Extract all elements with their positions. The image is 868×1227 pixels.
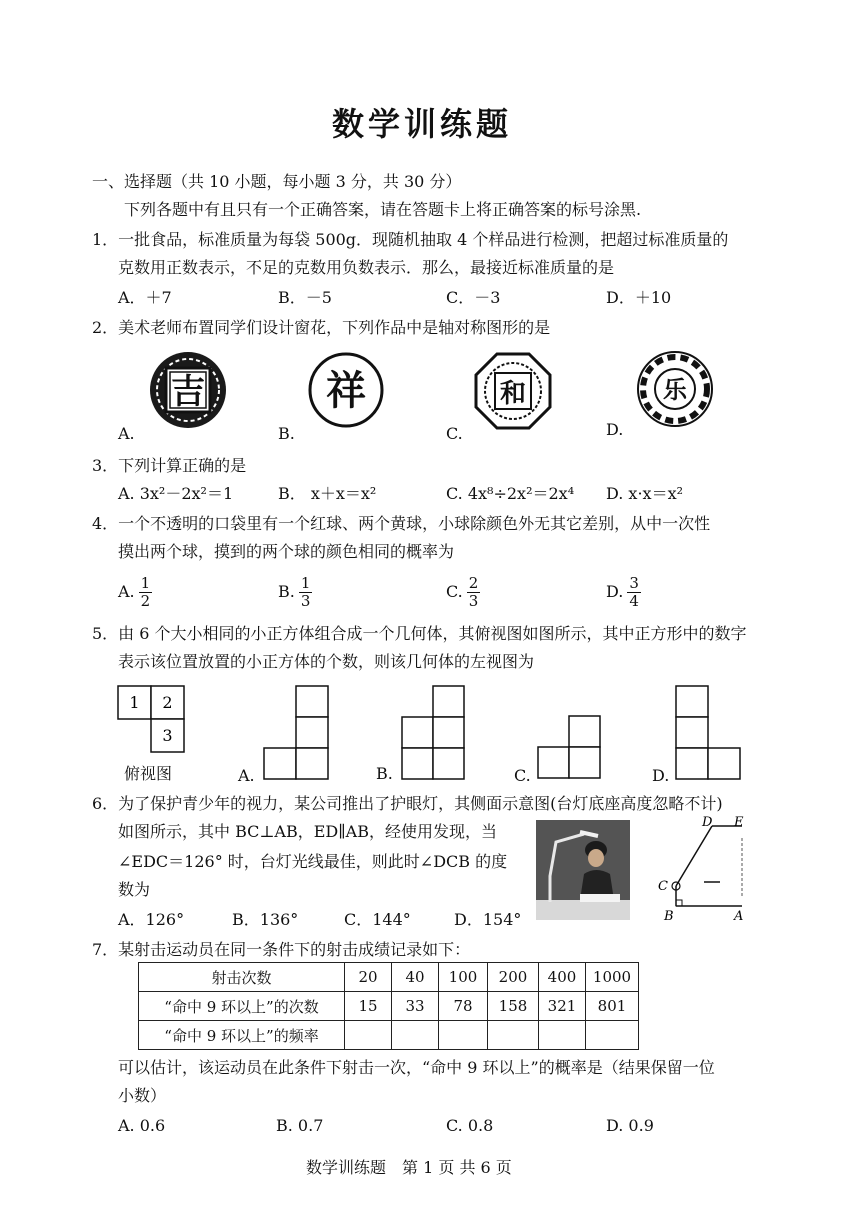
q1-option-d: D．＋10: [606, 288, 672, 307]
table-cell: 321: [539, 992, 586, 1021]
q6-option-c: C．144°: [344, 910, 411, 929]
q5-line2: 表示该位置放置的小正方体的个数，则该几何体的左视图为: [118, 652, 535, 671]
q6-option-d: D．154°: [454, 910, 522, 929]
q2-glyph-a: 吉: [171, 372, 205, 412]
q5-line1: 5．由 6 个大小相同的小正方体组合成一个几何体，其俯视图如图所示，其中正方形中的数字: [92, 624, 747, 643]
window-paper-b-icon: [308, 352, 384, 428]
q7-option-d: D. 0.9: [606, 1116, 654, 1135]
q7-option-a: A. 0.6: [118, 1116, 166, 1135]
table-cell: [539, 1021, 586, 1050]
table-row: [139, 1021, 639, 1050]
q2-option-c: C.: [446, 424, 463, 443]
top-view-number: 2: [162, 693, 173, 712]
table-cell: 1000: [586, 963, 639, 992]
q2-option-b: B.: [278, 424, 295, 443]
left-view-d-figure: [674, 684, 742, 780]
q6-line1: 6．为了保护青少年的视力，某公司推出了护眼灯，其侧面示意图(台灯底座高度忽略不计): [92, 794, 723, 813]
q1-option-a: A．＋7: [118, 288, 172, 307]
table-cell: [488, 1021, 539, 1050]
q2-glyph-c: 和: [499, 379, 527, 409]
q7-option-b: B. 0.7: [276, 1116, 324, 1135]
q4-line2: 摸出两个球，摸到的两个球的颜色相同的概率为: [118, 542, 455, 561]
window-paper-d-icon: [636, 350, 714, 428]
q7-option-c: C. 0.8: [446, 1116, 494, 1135]
q4-line1: 4．一个不透明的口袋里有一个红球、两个黄球，小球除颜色外无其它差别，从中一次性: [92, 514, 711, 533]
label-d: D: [702, 815, 713, 830]
q5-option-a: A.: [238, 766, 255, 785]
table-cell: [439, 1021, 488, 1050]
table-cell: 20: [345, 963, 392, 992]
table-cell: 33: [392, 992, 439, 1021]
top-view-label: 俯视图: [124, 764, 173, 783]
q3-option-d: D. x·x＝x²: [606, 484, 684, 503]
q6-option-a: A．126°: [118, 910, 185, 929]
window-paper-c-icon: [474, 352, 552, 430]
q3-option-b: B． x＋x＝x²: [278, 484, 377, 503]
q5-option-c: C.: [514, 766, 531, 785]
q7-line1: 7．某射击运动员在同一条件下的射击成绩记录如下：: [92, 940, 471, 959]
section-instruction: 下列各题中有且只有一个正确答案，请在答题卡上将正确答案的标号涂黑.: [124, 200, 642, 219]
left-view-c-figure: [536, 715, 602, 779]
q1-option-c: C．－3: [446, 288, 501, 307]
q6-line4: 数为: [118, 880, 151, 899]
q7-line3: 小数）: [118, 1086, 167, 1105]
left-view-b-figure: [400, 684, 466, 780]
lamp-schematic-diagram: [652, 814, 752, 926]
q2-line1: 2．美术老师布置同学们设计窗花，下列作品中是轴对称图形的是: [92, 318, 551, 337]
q6-line2: 如图所示，其中 BC⊥AB，ED∥AB，经使用发现，当: [118, 822, 497, 841]
q1-line1: 1．一批食品，标准质量为每袋 500g．现随机抽取 4 个样品进行检测，把超过标准质量的: [92, 230, 729, 249]
page-footer: 数学训练题 第 1 页 共 6 页: [306, 1158, 512, 1177]
top-view-number: 1: [129, 693, 140, 712]
q2-glyph-b: 祥: [326, 368, 366, 414]
row-label: “命中 9 环以上”的频率: [139, 1021, 345, 1050]
q4-option-d: D. $\frac{3}{4}$: [606, 574, 639, 610]
table-cell: 78: [439, 992, 488, 1021]
table-cell: [392, 1021, 439, 1050]
q2-option-a: A.: [118, 424, 135, 443]
table-cell: [345, 1021, 392, 1050]
q6-line3: ∠EDC＝126° 时，台灯光线最佳，则此时∠DCB 的度: [118, 852, 508, 871]
table-cell: 801: [586, 992, 639, 1021]
q4-option-a: A. $\frac{1}{2}$: [118, 574, 151, 610]
label-a: A: [734, 909, 744, 924]
q1-line2: 克数用正数表示，不足的克数用负数表示．那么，最接近标准质量的是: [118, 258, 615, 277]
shooting-record-table: [138, 962, 639, 1050]
table-cell: 15: [345, 992, 392, 1021]
row-label: 射击次数: [139, 963, 345, 992]
table-row: [139, 963, 639, 992]
top-view-number: 3: [162, 726, 173, 745]
table-row: [139, 992, 639, 1021]
table-cell: 400: [539, 963, 586, 992]
q4-option-c: C. $\frac{2}{3}$: [446, 574, 479, 610]
q7-line2: 可以估计，该运动员在此条件下射击一次，“命中 9 环以上”的概率是（结果保留一位: [118, 1058, 715, 1077]
label-b: B: [664, 909, 674, 924]
q5-option-b: B.: [376, 764, 393, 783]
row-label: “命中 9 环以上”的次数: [139, 992, 345, 1021]
q2-option-d: D.: [606, 420, 624, 439]
q3-option-c: C. 4x⁸÷2x²＝2x⁴: [446, 484, 575, 503]
q4-option-b: B. $\frac{1}{3}$: [278, 574, 311, 610]
q2-glyph-d: 乐: [663, 376, 687, 404]
q3-option-a: A. 3x²－2x²＝1: [118, 484, 234, 503]
table-cell: 40: [392, 963, 439, 992]
label-c: C: [658, 879, 668, 894]
top-view-figure: [118, 686, 190, 754]
page-title: 数学训练题: [332, 105, 513, 143]
left-view-a-figure: [262, 684, 330, 780]
q3-line1: 3．下列计算正确的是: [92, 456, 247, 475]
table-cell: 200: [488, 963, 539, 992]
table-cell: 100: [439, 963, 488, 992]
section-heading: 一、选择题（共 10 小题，每小题 3 分，共 30 分）: [92, 172, 462, 191]
table-cell: 158: [488, 992, 539, 1021]
q1-option-b: B．－5: [278, 288, 332, 307]
desk-lamp-photo: [536, 820, 630, 920]
table-cell: [586, 1021, 639, 1050]
q5-option-d: D.: [652, 766, 670, 785]
q6-option-b: B．136°: [232, 910, 299, 929]
window-paper-a-icon: [148, 350, 228, 430]
label-e: E: [734, 815, 744, 830]
